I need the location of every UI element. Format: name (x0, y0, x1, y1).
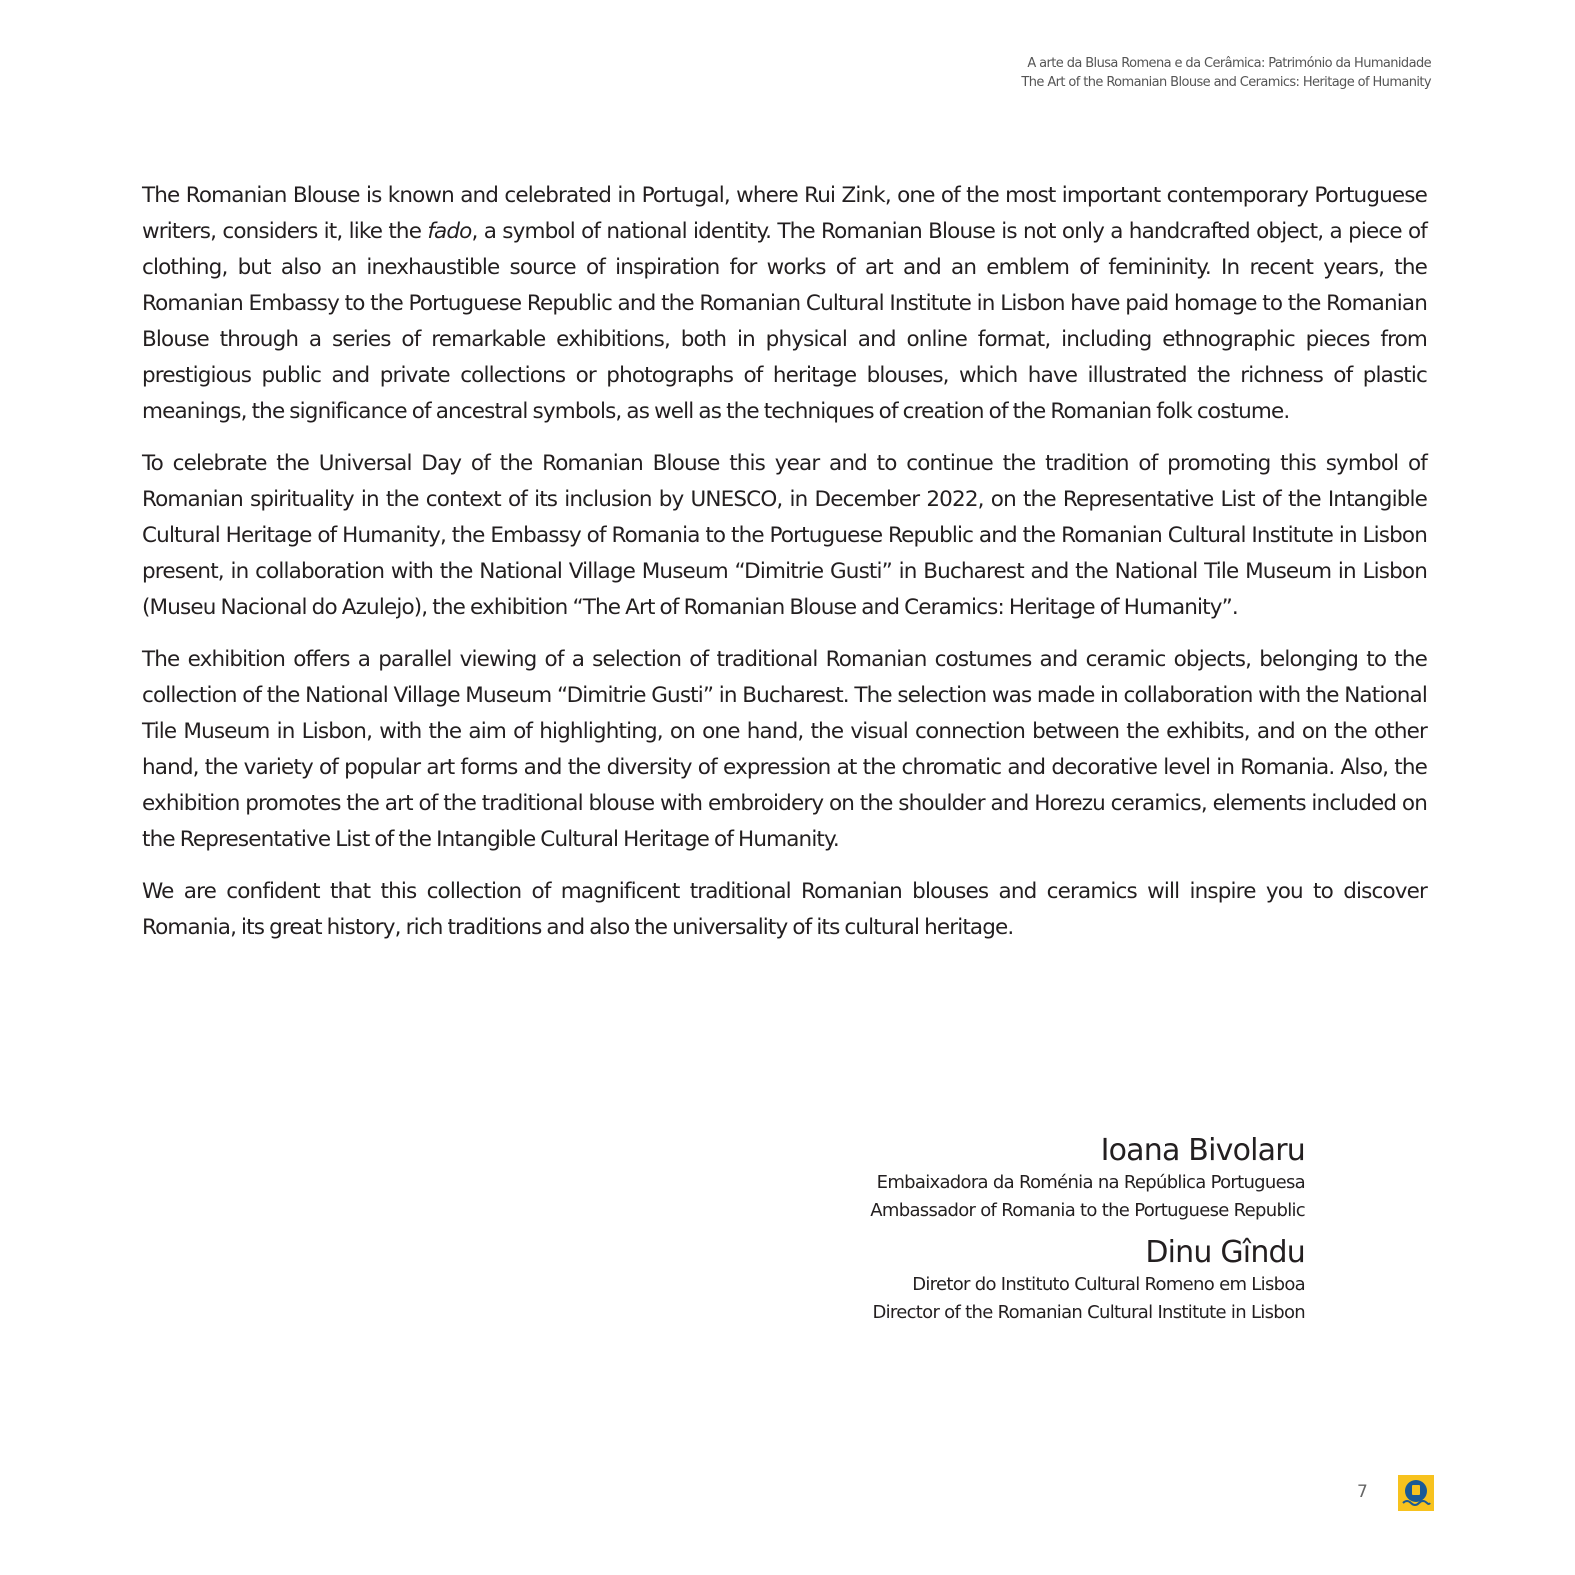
italic-term: fado (427, 219, 472, 244)
page-number: 7 (1357, 1482, 1368, 1502)
signatory-name: Dinu Gîndu (1145, 1235, 1305, 1270)
paragraph-1 (142, 178, 1427, 430)
signatures (870, 1133, 1305, 1337)
signatory-name: Ioana Bivolaru (1100, 1133, 1305, 1168)
signatory-role-pt: Diretor do Instituto Cultural Romeno em Lisboa (912, 1274, 1305, 1295)
paragraph-1-end: , a symbol of national identity. The Romanian Blouse is not only a handcrafted object, a piece of clothing, but also an inexhaustible source of inspiration for works of art and an emblem of femininity. In recent years, the Romanian Embassy to the Portuguese Republic and the Romanian Cultural Institute in Lisbon have paid homage to the Romanian Blouse through a series of remarkable exhibitions, both in physical and online format, including ethnographic pieces from prestigious public and private collections or photographs of heritage blouses, which have illustrated the richness of plastic meanings, the significance of ancestral symbols, as well as the techniques of creation of the Romanian folk costume. (142, 219, 1427, 424)
header-title-en: The Art of the Romanian Blouse and Ceramics: Heritage of Humanity (1021, 75, 1431, 90)
header-title-pt: A arte da Blusa Romena e da Cerâmica: Património da Humanidade (1027, 56, 1431, 71)
paragraph-2: To celebrate the Universal Day of the Romanian Blouse this year and to continue the tradition of promoting this symbol of Romanian spirituality in the context of its inclusion by UNESCO, in December 2022, on the Representative List of the Intangible Cultural Heritage of Humanity, the Embassy of Romania to the Portuguese Republic and the Romanian Cultural Institute in Lisbon present, in collaboration with the National Village Museum “Dimitrie Gusti” in Bucharest and the National Tile Museum in Lisbon (Museu Nacional do Azulejo), the exhibition “The Art of Romanian Blouse and Ceramics: Heritage of Humanity”. (142, 451, 1427, 620)
paragraph-4: We are confident that this collection of magnificent traditional Romanian blouses and ceramics will inspire you to discover Romania, its great history, rich traditions and also the universality of its cultural heritage. (142, 879, 1427, 940)
paragraph-1-start: The Romanian Blouse is known and celebrated in Portugal, where Rui Zink, one of the most important contemporary Portuguese writers, considers it, like the (142, 183, 1427, 244)
signatory-role-en: Director of the Romanian Cultural Institute in Lisbon (872, 1302, 1305, 1323)
signature-ambassador (870, 1133, 1305, 1225)
signatory-role-en: Ambassador of Romania to the Portuguese Republic (870, 1200, 1305, 1221)
signatory-role-pt: Embaixadora da Roménia na República Portuguesa (876, 1172, 1305, 1193)
running-header (1021, 54, 1431, 92)
logo-mark (1398, 1475, 1434, 1511)
body-text (142, 178, 1427, 962)
paragraph-3: The exhibition offers a parallel viewing of a selection of traditional Romanian costumes and ceramic objects, belonging to the collection of the National Village Museum “Dimitrie Gusti” in Bucharest. The selection was made in collaboration with the National Tile Museum in Lisbon, with the aim of highlighting, on one hand, the visual connection between the exhibits, and on the other hand, the variety of popular art forms and the diversity of expression at the chromatic and decorative level in Romania. Also, the exhibition promotes the art of the traditional blouse with embroidery on the shoulder and Horezu ceramics, elements included on the Representative List of the Intangible Cultural Heritage of Humanity. (142, 647, 1427, 852)
institute-logo-icon (1398, 1475, 1434, 1511)
signature-director (870, 1235, 1305, 1327)
